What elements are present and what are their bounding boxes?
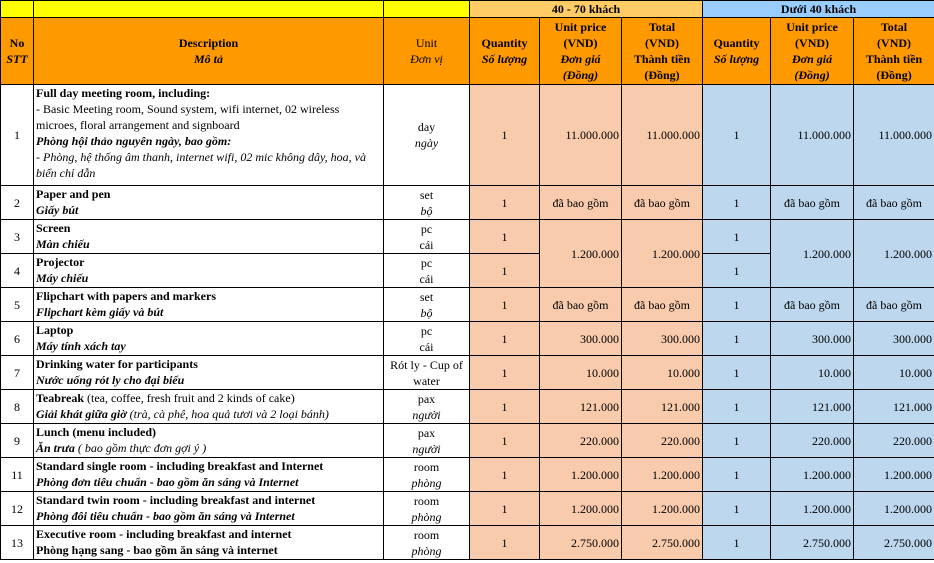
row-qty-2: 1 [703,390,771,424]
row-title: Projector [36,255,85,269]
row-subtitle: Phòng hội thảo nguyên ngày, bao gồm: [36,134,232,148]
col-header-no-en: No [9,36,25,50]
row-price-2: 11.000.000 [771,85,854,186]
row-total-1: 2.750.000 [622,526,703,560]
row-description [34,322,384,356]
row-qty-1: 1 [470,322,540,356]
row-total-1: 220.000 [622,424,703,458]
col-header-price-2-vi: Đơn giá [791,52,833,66]
col-header-qty-2-vi: Số lượng [713,52,760,66]
row-unit-vi: người [412,407,441,422]
row-total-1: 10.000 [622,356,703,390]
row-title: Laptop [36,323,74,337]
row-price-2: 300.000 [771,322,854,356]
row-no: 11 [1,458,34,492]
row-total-2: 1.200.000 [854,220,934,288]
row-description [34,492,384,526]
row-title: Standard twin room - including breakfast and internet [36,493,316,507]
row-no: 7 [1,356,34,390]
row-unit [384,526,470,560]
row-price-2: đã bao gồm [771,186,854,220]
row-price-1: đã bao gồm [540,288,622,322]
row-unit-vi: ngày [414,136,439,150]
row-no: 3 [1,220,34,254]
col-header-qty-1-vi: Số lượng [481,52,528,66]
row-total-2: đã bao gồm [854,288,934,322]
row-total-2: 11.000.000 [854,85,934,186]
row-qty-2: 1 [703,85,771,186]
row-total-1: đã bao gồm [622,186,703,220]
table-row [1,390,934,424]
col-header-unit [384,18,470,85]
row-qty-2: 1 [703,254,771,288]
row-unit-vi: phòng [411,509,442,524]
col-header-total-2-vi: Thành tiền [865,52,923,66]
header-blank-no [1,1,34,18]
row-qty-1: 1 [470,526,540,560]
table-row [1,492,934,526]
col-header-total-2 [854,18,934,85]
row-price-1: 1.200.000 [540,492,622,526]
table-row [1,424,934,458]
row-qty-2: 1 [703,458,771,492]
row-unit-en: room [413,459,440,474]
row-total-2: 300.000 [854,322,934,356]
row-unit-vi: water [413,373,440,388]
row-price-2: 10.000 [771,356,854,390]
table-row [1,85,934,186]
row-qty-2: 1 [703,356,771,390]
row-qty-2: 1 [703,526,771,560]
group-header-under-40: Dưới 40 khách [703,1,934,18]
row-title: Drinking water for participants [36,357,198,371]
row-title: Flipchart with papers and markers [36,289,216,303]
row-subtitle: Màn chiếu [36,237,90,251]
col-header-qty-1 [470,18,540,85]
header-blank-desc [34,1,384,18]
row-description [34,220,384,254]
row-unit [384,85,470,186]
col-header-total-1-vnd: (VND) [645,36,680,50]
row-qty-1: 1 [470,254,540,288]
col-header-qty-2 [703,18,771,85]
col-header-description [34,18,384,85]
row-subtitle: Nước uống rót ly cho đại biểu [36,373,185,387]
row-total-2: đã bao gồm [854,186,934,220]
row-subtitle: Giấy bút [36,203,79,217]
row-total-1: 121.000 [622,390,703,424]
col-header-total-1-cur: (Đồng) [644,68,680,82]
col-header-unit-en: Unit [415,36,438,50]
row-unit [384,356,470,390]
row-unit-vi: cái [419,339,434,354]
col-header-price-2 [771,18,854,85]
row-subtitle: Máy tính xách tay [36,339,126,353]
col-header-price-1-en: Unit price [554,20,607,34]
row-qty-1: 1 [470,424,540,458]
col-header-no-vi: STT [6,52,28,66]
row-price-1: 300.000 [540,322,622,356]
row-price-1: 2.750.000 [540,526,622,560]
row-unit-vi: phòng [411,543,442,558]
row-subtitle: Giải khát giữa giờ [36,407,127,421]
row-total-1: 1.200.000 [622,458,703,492]
row-qty-1: 1 [470,390,540,424]
row-desc-en: - Basic Meeting room, Sound system, wifi internet, 02 wireless microes, floral arrangement and signboard [36,102,340,132]
row-title: Lunch (menu included) [36,425,157,439]
row-title: Full day meeting room, including: [36,86,211,100]
table-row [1,322,934,356]
row-total-2: 10.000 [854,356,934,390]
col-header-total-1-en: Total [648,20,676,34]
row-price-2: đã bao gồm [771,288,854,322]
row-no: 8 [1,390,34,424]
col-header-price-1-vi: Đơn giá [560,52,601,66]
row-unit [384,322,470,356]
row-qty-2: 1 [703,288,771,322]
row-no: 5 [1,288,34,322]
row-price-2: 1.200.000 [771,492,854,526]
col-header-price-2-cur: (Đồng) [794,68,830,82]
col-header-no [1,18,34,85]
col-header-total-2-cur: (Đồng) [876,68,912,82]
table-row [1,526,934,560]
row-description [34,288,384,322]
col-header-total-2-en: Total [880,20,908,34]
row-no: 6 [1,322,34,356]
col-header-price-1-cur: (Đồng) [562,68,599,82]
row-subtitle: Phòng hạng sang - bao gồm ăn sáng và internet [36,543,278,557]
table-row [1,356,934,390]
row-title: Teabreak [36,391,85,405]
row-unit-en: pax [417,425,436,440]
row-description [34,424,384,458]
row-qty-2: 1 [703,220,771,254]
row-price-2: 220.000 [771,424,854,458]
row-qty-2: 1 [703,492,771,526]
row-title: Executive room - including breakfast and internet [36,527,292,541]
row-description [34,390,384,424]
row-subtitle: Flipchart kèm giấy và bút [36,305,164,319]
row-unit [384,186,470,220]
group-header-40-70: 40 - 70 khách [470,1,703,18]
row-price-2: 1.200.000 [771,220,854,288]
row-price-2: 2.750.000 [771,526,854,560]
col-header-qty-2-en: Quantity [713,36,760,50]
row-unit-en: pc [420,255,433,270]
col-header-total-2-vnd: (VND) [877,36,912,50]
row-unit-vi: cái [419,237,434,252]
row-qty-1: 1 [470,220,540,254]
row-unit-en: room [413,527,440,542]
row-unit [384,288,470,322]
row-unit-en: pc [420,221,433,236]
row-unit [384,458,470,492]
row-qty-2: 1 [703,424,771,458]
table-row [1,458,934,492]
row-unit [384,254,470,288]
row-qty-1: 1 [470,186,540,220]
row-no: 1 [1,85,34,186]
row-unit-en: pc [420,323,433,338]
table-row [1,288,934,322]
row-price-2: 121.000 [771,390,854,424]
row-qty-1: 1 [470,458,540,492]
row-unit-en: set [419,289,434,304]
col-header-price-1-vnd: (VND) [563,36,598,50]
row-description [34,254,384,288]
row-qty-1: 1 [470,288,540,322]
row-price-1: 1.200.000 [540,458,622,492]
col-header-unit-vi: Đơn vị [410,52,443,66]
col-header-qty-1-en: Quantity [481,36,528,50]
row-subtitle: Phòng đôi tiêu chuẩn - bao gồm ăn sáng và Internet [36,509,295,523]
row-total-2: 220.000 [854,424,934,458]
row-subtitle: Máy chiếu [36,271,89,285]
row-description [34,458,384,492]
row-total-2: 2.750.000 [854,526,934,560]
row-subtitle: Phòng đơn tiêu chuẩn - bao gồm ăn sáng và Internet [36,475,299,489]
row-title: Standard single room - including breakfast and Internet [36,459,324,473]
row-price-1: đã bao gồm [540,186,622,220]
row-qty-2: 1 [703,322,771,356]
row-price-1: 220.000 [540,424,622,458]
row-total-2: 1.200.000 [854,492,934,526]
row-subtitle-detail: (trà, cà phê, hoa quả tươi và 2 loại bánh) [126,407,329,421]
row-unit [384,220,470,254]
row-subtitle: Ăn trưa [36,441,75,455]
row-qty-1: 1 [470,492,540,526]
row-unit [384,424,470,458]
row-no: 13 [1,526,34,560]
row-total-2: 121.000 [854,390,934,424]
row-total-1: 300.000 [622,322,703,356]
row-unit-vi: phòng [411,475,442,490]
col-header-total-1 [622,18,703,85]
row-price-1: 1.200.000 [540,220,622,288]
row-unit-vi: cái [419,271,434,286]
table-row [1,220,934,254]
row-total-1: 1.200.000 [622,492,703,526]
row-total-2: 1.200.000 [854,458,934,492]
row-description [34,85,384,186]
row-unit-vi: bộ [420,305,433,320]
header-blank-unit [384,1,470,18]
row-qty-1: 1 [470,356,540,390]
row-title: Paper and pen [36,187,111,201]
row-unit-en: room [413,493,440,508]
row-unit-vi: bộ [420,203,433,218]
row-subtitle-detail: ( bao gồm thực đơn gợi ý ) [74,441,207,455]
row-unit [384,390,470,424]
row-price-1: 11.000.000 [540,85,622,186]
row-desc-vi: - Phòng, hệ thống âm thanh, internet wifi, 02 mic không dây, hoa, và biển chỉ dẫn [36,150,366,180]
row-title-detail: (tea, coffee, fresh fruit and 2 kinds of cake) [84,391,295,405]
row-no: 12 [1,492,34,526]
col-header-price-1 [540,18,622,85]
row-total-1: 11.000.000 [622,85,703,186]
row-price-1: 10.000 [540,356,622,390]
row-no: 9 [1,424,34,458]
row-unit-en: set [419,187,434,202]
row-no: 2 [1,186,34,220]
row-total-1: đã bao gồm [622,288,703,322]
row-no: 4 [1,254,34,288]
row-unit-en: Rót ly - Cup of [390,357,463,372]
col-header-total-1-vi: Thành tiền [633,52,691,66]
group-header-row [1,1,934,18]
row-description [34,526,384,560]
row-total-1: 1.200.000 [622,220,703,288]
row-description [34,186,384,220]
row-unit-en: day [417,120,436,134]
table-row [1,186,934,220]
row-description [34,356,384,390]
row-qty-1: 1 [470,85,540,186]
row-price-2: 1.200.000 [771,458,854,492]
row-unit [384,492,470,526]
col-header-desc-en: Description [178,36,239,50]
col-header-price-2-en: Unit price [786,20,838,34]
col-header-price-2-vnd: (VND) [795,36,830,50]
row-title: Screen [36,221,71,235]
row-qty-2: 1 [703,186,771,220]
row-unit-vi: người [412,441,441,456]
col-header-desc-vi: Mô tả [193,52,223,66]
row-price-1: 121.000 [540,390,622,424]
column-header-row [1,18,934,85]
row-unit-en: pax [417,391,436,406]
